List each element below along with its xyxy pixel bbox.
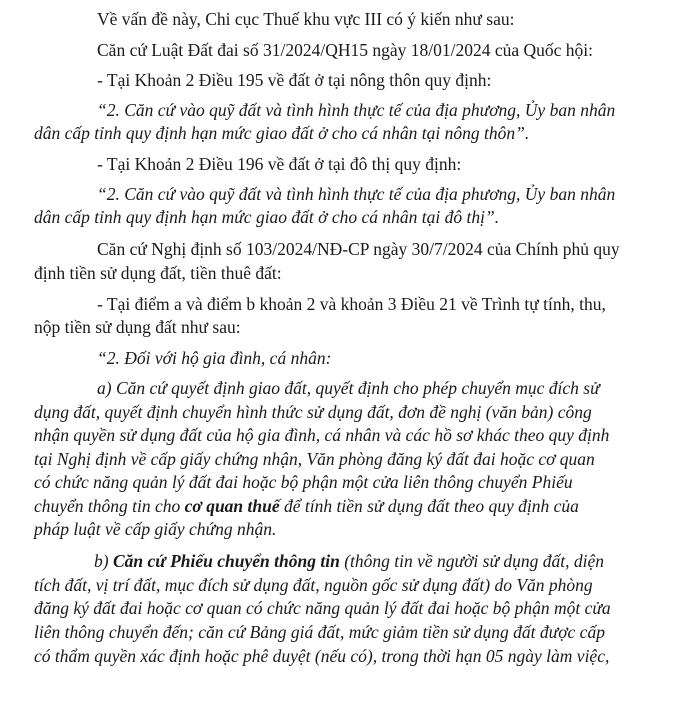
quote-a-line-3: nhận quyền sử dụng đất của hộ gia đình, cá nhân và các hồ sơ khác theo quy định [34,425,610,445]
quote-b-line-1-pre: b) [94,551,113,571]
quote-b-line-3: đăng ký đất đai hoặc cơ quan có chức năng quản lý đất đai hoặc bộ phận một cửa [34,598,611,618]
quote-b-line-1-post: (thông tin về người sử dụng đất, diện [339,551,604,571]
quote-a-line-6-post: để tính tiền sử dụng đất theo quy định của [279,496,579,516]
emphasis-info-slip: Căn cứ Phiếu chuyển thông tin [112,551,340,571]
text-line-8: nộp tiền sử dụng đất như sau: [34,317,241,337]
emphasis-tax-authority: cơ quan thuế [184,496,280,516]
text-line-5: Căn cứ Nghị định số 103/2024/NĐ-CP ngày 30/7/2024 của Chính phủ quy [97,239,620,259]
quote-heading: “2. Đối với hộ gia đình, cá nhân: [97,348,332,368]
quote-line-4: dân cấp tỉnh quy định hạn mức giao đất ở cho cá nhân tại đô thị”. [34,207,500,227]
quote-b-line-4: liên thông chuyển đến; căn cứ Bảng giá đất, mức giảm tiền sử dụng đất được cấp [34,622,605,642]
quote-a-line-6-pre: chuyển thông tin cho [34,496,185,516]
quote-b-line-5: có thẩm quyền xác định hoặc phê duyệt (nếu có), trong thời hạn 05 ngày làm việc, [34,646,610,666]
quote-a-line-6 [34,495,579,517]
quote-line-2: dân cấp tỉnh quy định hạn mức giao đất ở cho cá nhân tại nông thôn”. [34,123,530,143]
quote-a-line-1: a) Căn cứ quyết định giao đất, quyết định cho phép chuyển mục đích sử [97,378,600,398]
quote-line-3: “2. Căn cứ vào quỹ đất và tình hình thực tế của địa phương, Ủy ban nhân [97,184,616,204]
text-line-1: Về vấn đề này, Chi cục Thuế khu vực III có ý kiến như sau: [97,9,515,29]
quote-b-line-2: tích đất, vị trí đất, mục đích sử dụng đất, nguồn gốc sử dụng đất) do Văn phòng [34,575,593,595]
text-line-6: định tiền sử dụng đất, tiền thuê đất: [34,263,282,283]
quote-line-1: “2. Căn cứ vào quỹ đất và tình hình thực tế của địa phương, Ủy ban nhân [97,100,616,120]
quote-a-line-2: dụng đất, quyết định chuyển hình thức sử dụng đất, đơn đề nghị (văn bản) công [34,402,592,422]
quote-a-line-4: tại Nghị định về cấp giấy chứng nhận, Văn phòng đăng ký đất đai hoặc cơ quan [34,449,595,469]
quote-a-line-5: có chức năng quản lý đất đai hoặc bộ phận một cửa liên thông chuyển Phiếu [34,472,573,492]
quote-b-line-1 [94,550,604,572]
text-line-2: Căn cứ Luật Đất đai số 31/2024/QH15 ngày 18/01/2024 của Quốc hội: [97,40,593,60]
text-line-7: - Tại điểm a và điểm b khoản 2 và khoản 3 Điều 21 về Trình tự tính, thu, [97,294,606,314]
quote-a-line-7: pháp luật về cấp giấy chứng nhận. [34,519,277,539]
text-line-4: - Tại Khoản 2 Điều 196 về đất ở tại đô thị quy định: [97,154,462,174]
text-line-3: - Tại Khoản 2 Điều 195 về đất ở tại nông thôn quy định: [97,70,492,90]
